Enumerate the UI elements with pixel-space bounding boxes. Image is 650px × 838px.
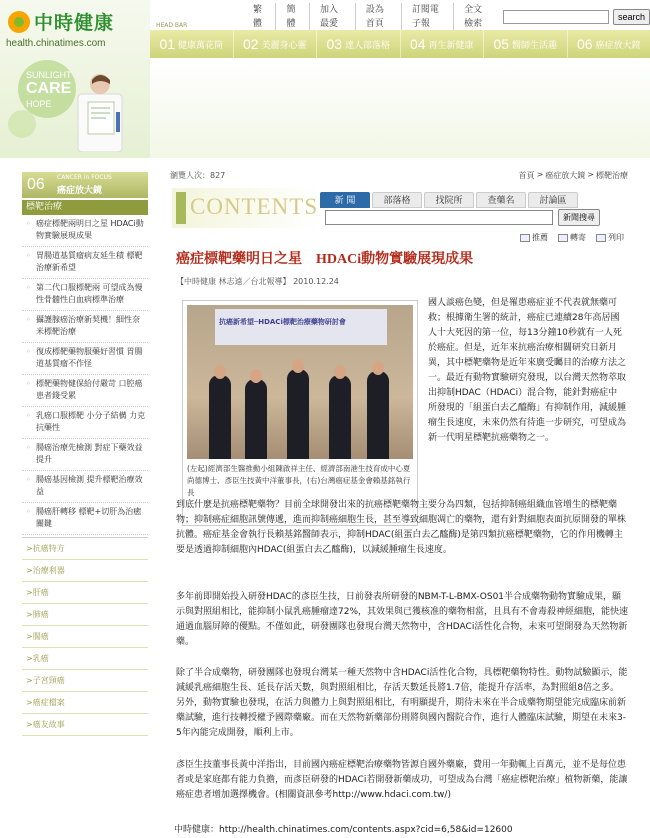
sidebar-category[interactable]: >肺癌 xyxy=(22,604,148,626)
nav-num: 04 xyxy=(409,36,426,52)
person xyxy=(287,369,309,459)
sidebar-category[interactable]: >癌症檔案 xyxy=(22,692,148,714)
logo-url: health.chinatimes.com xyxy=(6,38,106,49)
nav-label: 達人部落格 xyxy=(345,40,391,51)
person-head xyxy=(334,365,346,379)
tool-label: 轉寄 xyxy=(570,233,586,242)
contents-stripe xyxy=(176,192,186,224)
forward-button[interactable] xyxy=(558,232,586,243)
nav-num: 03 xyxy=(326,36,343,52)
nav-num: 02 xyxy=(242,36,259,52)
tool-label: 列印 xyxy=(608,233,624,242)
article-photo xyxy=(182,300,418,526)
sidebar-category[interactable]: >治療利器 xyxy=(22,560,148,582)
banner-strip xyxy=(150,58,650,158)
person-head xyxy=(292,359,304,373)
breadcrumb-section[interactable]: 癌症放大鏡 xyxy=(545,171,586,180)
bullet-icon: ◦ xyxy=(26,347,31,356)
category-label: 癌友故事 xyxy=(32,720,65,729)
logo-text: 中時健康 xyxy=(34,12,115,34)
list-item[interactable] xyxy=(22,279,148,311)
category-label: 肝癌 xyxy=(32,588,49,597)
breadcrumb-home[interactable]: 首頁 xyxy=(518,171,535,180)
add-favorite-link[interactable]: 加入最愛 xyxy=(309,3,355,31)
sidebar-category[interactable]: >腸癌 xyxy=(22,626,148,648)
view-counter: 瀏覽人次：827 xyxy=(170,171,226,180)
article-source-link[interactable]: 中時健康：http://health.chinatimes.com/contents.aspx?cid=6,58&id=12600 xyxy=(174,825,513,835)
article-tools xyxy=(510,232,624,243)
article-byline: 【中時健康 林志遠／台北報導】 2010.12.24 xyxy=(176,277,339,286)
category-label: 腸癌 xyxy=(32,632,49,641)
category-label: 肺癌 xyxy=(32,610,49,619)
list-item-label: 標靶藥物健保給付嚴苛 口腔癌患者錢受累 xyxy=(36,379,143,400)
article-paragraph: 多年前即開始投入研發HDAC的彥臣生技，日前發表所研發的NBM-T-L-BMX-OS01半合成藥物動物實驗成果，顯示與對照組相比，能抑制小鼠乳癌腫瘤達72%，其效果與已獲核准的藥物相當，且具有不會毒殺神經細胞，能快速通過血腦屏障的優點。不僅如此，研發團隊也發現台灣天然物中，含HDACi活性化合物，未來可望開發為天然物新藥。 xyxy=(176,592,629,647)
sidebar-category[interactable]: >癌友故事 xyxy=(22,714,148,736)
photo-banner xyxy=(215,309,387,345)
top-links xyxy=(243,1,650,31)
sidebar-categories xyxy=(22,537,148,736)
tab-news[interactable]: 新 聞 xyxy=(320,192,370,208)
bullet-icon: ◦ xyxy=(26,475,31,484)
nav-cancer-focus[interactable] xyxy=(567,30,650,58)
list-item[interactable] xyxy=(22,503,148,535)
printer-icon xyxy=(596,234,606,242)
bullet-icon: ◦ xyxy=(26,507,31,516)
person xyxy=(209,375,231,459)
article-paragraph: 到底什麼是抗癌標靶藥物？目前全球開發出來的抗癌標靶藥物主要分為四類，包括抑制癌組織血管增生的標靶藥物；抑制癌症細胞訊號傳遞，進而抑制癌細胞生長，甚至導致細胞凋亡的藥物，還有針對細胞表面抗原開發的單株抗體。癌症基金會執行長賴基銘醫師表示，抑制HDAC(組蛋白去乙醯酶)是第四類抗癌標靶藥物，它的作用機轉主要是透過抑制細胞內HDAC(組蛋白去乙醯酶)，以減緩腫瘤生長速度。 xyxy=(176,500,627,555)
mail-icon xyxy=(558,234,568,242)
breadcrumb-current[interactable]: 標靶治療 xyxy=(596,171,628,180)
sidebar-header xyxy=(22,172,148,198)
sun-line3: HOPE xyxy=(26,98,52,109)
tab-blog[interactable]: 部落格 xyxy=(372,192,422,208)
bullet-icon: ◦ xyxy=(26,251,31,260)
decorative-bubble xyxy=(8,110,36,138)
list-item-label: 復成標靶藥物服藥好習慣 胃腸道基質瘤不作怪 xyxy=(36,347,143,368)
contents-logo xyxy=(172,188,322,228)
person xyxy=(329,375,351,459)
nav-num: 01 xyxy=(159,36,176,52)
photo-caption: (左起)經濟部生醫推動小組陳啟祥主任、經濟部南港生技育成中心夏尚德博士、彥臣生技黃中洋董事長，(右)台灣癌症基金會賴基銘執行長 xyxy=(187,464,411,497)
bullet-icon: ◦ xyxy=(26,315,31,324)
tool-label: 推薦 xyxy=(532,233,548,242)
tab-forum[interactable]: 討論區 xyxy=(528,192,578,208)
news-search-button[interactable]: 新聞搜尋 xyxy=(558,209,600,226)
article-paragraph: 彥臣生技董事長黃中洋指出，目前國內癌症標靶治療藥物皆源自國外藥廠，費用一年動輒上百萬元，並不是每位患者或是家庭都有能力負擔，而彥臣研發的HDACi若開發新藥成功，可望成為台灣「癌症標靶治療」植物新藥，能讓癌症患者增加選擇機會。(相關資訊參考http://www.hdaci.com.tw/) xyxy=(176,760,628,800)
bullet-icon: ◦ xyxy=(26,219,31,228)
list-item[interactable] xyxy=(22,215,148,247)
list-item[interactable] xyxy=(22,439,148,471)
nav-label: 美麗身心靈 xyxy=(261,40,307,51)
sun-logo-icon xyxy=(8,11,30,33)
nav-regeneration[interactable] xyxy=(400,30,484,58)
tab-drug-lookup[interactable]: 查藥名 xyxy=(476,192,526,208)
traditional-chinese-link[interactable]: 繁體 xyxy=(253,5,263,29)
category-label: 子宮頸癌 xyxy=(32,676,65,685)
sunlight-care-hope-text xyxy=(26,70,72,109)
category-label: 抗癌特方 xyxy=(32,544,65,553)
set-homepage-link[interactable]: 設為首頁 xyxy=(355,3,401,31)
press-conference-photo xyxy=(187,305,413,459)
list-item[interactable] xyxy=(22,247,148,279)
sun-line1: SUNLIGHT xyxy=(26,70,72,80)
sidebar-category[interactable]: >肝癌 xyxy=(22,582,148,604)
sidebar-title: 癌症放大鏡 xyxy=(57,186,103,196)
person-head xyxy=(214,365,226,379)
person-head xyxy=(250,369,262,383)
list-item-label: 乳癌口服標靶 小分子結構 力克抗藥性 xyxy=(36,411,146,432)
thumbs-up-icon xyxy=(520,234,530,242)
bullet-icon: ◦ xyxy=(26,411,31,420)
article-paragraph: 除了半合成藥物，研發團隊也發現台灣某一種天然物中含HDACi活性化合物，具標靶藥物特性。動物試驗顯示，能減緩乳癌細胞生長、延長存活天數，與對照組相比，存活天數延長將1.7倍，能提升存活率，為對照組8倍之多。另外，動物實驗也發現，在活力與體力上與對照組相比，有明顯提升，期待未來在半合成藥物期望能完成臨床前新藥試驗，進行技轉授權予國際藥廠。而在天然物新藥部份則將與國內醫院合作，進行人體臨床試驗，期望在未來3-5年內能完成開發，順利上市。 xyxy=(176,668,628,738)
sidebar-active-category[interactable]: 標靶治療 xyxy=(22,200,148,215)
site-header xyxy=(0,0,650,158)
list-item[interactable] xyxy=(22,407,148,439)
nav-label: 癌症放大鏡 xyxy=(595,40,641,51)
sidebar-num: 06 xyxy=(27,176,45,193)
search-tabs xyxy=(320,192,580,208)
list-item[interactable] xyxy=(22,343,148,375)
sun-line2: CARE xyxy=(26,80,72,98)
bullet-icon: ◦ xyxy=(26,443,31,452)
site-search-input[interactable] xyxy=(503,10,609,24)
article-title: 癌症標靶藥明日之星 HDACi動物實驗展現成果 xyxy=(176,252,474,267)
fulltext-search-label: 全文檢索 xyxy=(453,3,499,31)
sidebar xyxy=(22,172,148,736)
sidebar-category[interactable]: >乳癌 xyxy=(22,648,148,670)
breadcrumb xyxy=(519,170,628,181)
nav-num: 05 xyxy=(493,36,510,52)
list-item-label: 腸癌治療先檢測 對症下藥效益提升 xyxy=(36,443,143,464)
bullet-icon: ◦ xyxy=(26,379,31,388)
article-list xyxy=(22,215,148,535)
breadcrumb-separator: > xyxy=(587,170,594,179)
nav-doctor-life[interactable] xyxy=(483,30,567,58)
list-item-label: 攝護腺癌治療新契機！細性奈米標靶治療 xyxy=(36,315,140,336)
category-label: 癌症檔案 xyxy=(32,698,65,707)
sidebar-category[interactable]: >抗癌特方 xyxy=(22,538,148,560)
nav-health-kaleidoscope[interactable] xyxy=(150,30,233,58)
head-bar-mark: HEAD BAR xyxy=(156,22,188,29)
doctor-illustration xyxy=(70,72,142,152)
list-item-label: 腸癌肝轉移 標靶+切肝為治癒關鍵 xyxy=(36,507,142,528)
logo-area xyxy=(0,0,150,158)
nav-beauty[interactable] xyxy=(233,30,317,58)
list-item[interactable] xyxy=(22,311,148,343)
nav-blogs[interactable] xyxy=(316,30,400,58)
contents-search-bar xyxy=(170,188,628,234)
person-head xyxy=(372,361,384,375)
person xyxy=(245,379,267,459)
nav-label: 醫師生活趣 xyxy=(512,40,558,51)
print-button[interactable] xyxy=(596,232,624,243)
list-item-label: 第二代口服標靶兩 可望成為慢性骨髓性白血病標準治療 xyxy=(36,283,143,304)
bullet-icon: ◦ xyxy=(26,283,31,292)
article-paragraph: 國人談癌色變，但是罹患癌症並不代表就無藥可救；根據衛生署的統計，癌症已連續28年高居國人十大死因的第一位，每13分鐘10秒就有一人死於癌症。但是，近年來抗癌治療相關研究日新月異，其中標靶藥物是近年來廣受矚目的治療方法之一。最近有動物實驗研究發現，以台灣天然物萃取出抑制HDAC（HDACi）混合物，能針對癌症中所發現的「組蛋白去乙醯酶」有抑制作用，減緩腫瘤生長速度，未來仍然有待進一步研究，可望成為新一代明星標靶抗癌藥物之一。 xyxy=(428,298,627,443)
nav-num: 06 xyxy=(576,36,593,52)
tab-find-hospital[interactable]: 找院所 xyxy=(424,192,474,208)
simplified-chinese-link[interactable]: 簡體 xyxy=(275,3,308,31)
list-item-label: 胃腸道基質瘤病友延生積 標靶治療新希望 xyxy=(36,251,143,272)
sidebar-subtitle: CANCER in FOCUS xyxy=(57,174,112,181)
list-item[interactable] xyxy=(22,471,148,503)
site-search-button[interactable]: search xyxy=(613,9,650,25)
category-label: 乳癌 xyxy=(32,654,49,663)
news-search-input[interactable] xyxy=(325,210,553,225)
subscribe-newsletter-link[interactable]: 訂閱電子報 xyxy=(401,3,453,31)
list-item-label: 腸癌基因檢測 提升標靶治療效益 xyxy=(36,475,143,496)
sidebar-category[interactable]: >子宮頸癌 xyxy=(22,670,148,692)
recommend-button[interactable] xyxy=(520,232,548,243)
list-item-label: 癌症標靶兩明日之星 HDACi動物實驗展現成果 xyxy=(36,219,144,240)
site-logo[interactable] xyxy=(8,8,114,35)
nav-label: 健康萬花筒 xyxy=(178,40,224,51)
contents-logo-text: CONTENTS xyxy=(190,194,319,219)
breadcrumb-separator: > xyxy=(536,170,544,179)
main-nav xyxy=(150,30,650,58)
photo-banner-text: 抗癌新希望─HDACi標靶治療藥物研討會 xyxy=(219,318,346,326)
person xyxy=(367,371,389,459)
nav-label: 再生新健康 xyxy=(428,40,474,51)
category-label: 治療利器 xyxy=(32,566,65,575)
list-item[interactable] xyxy=(22,375,148,407)
